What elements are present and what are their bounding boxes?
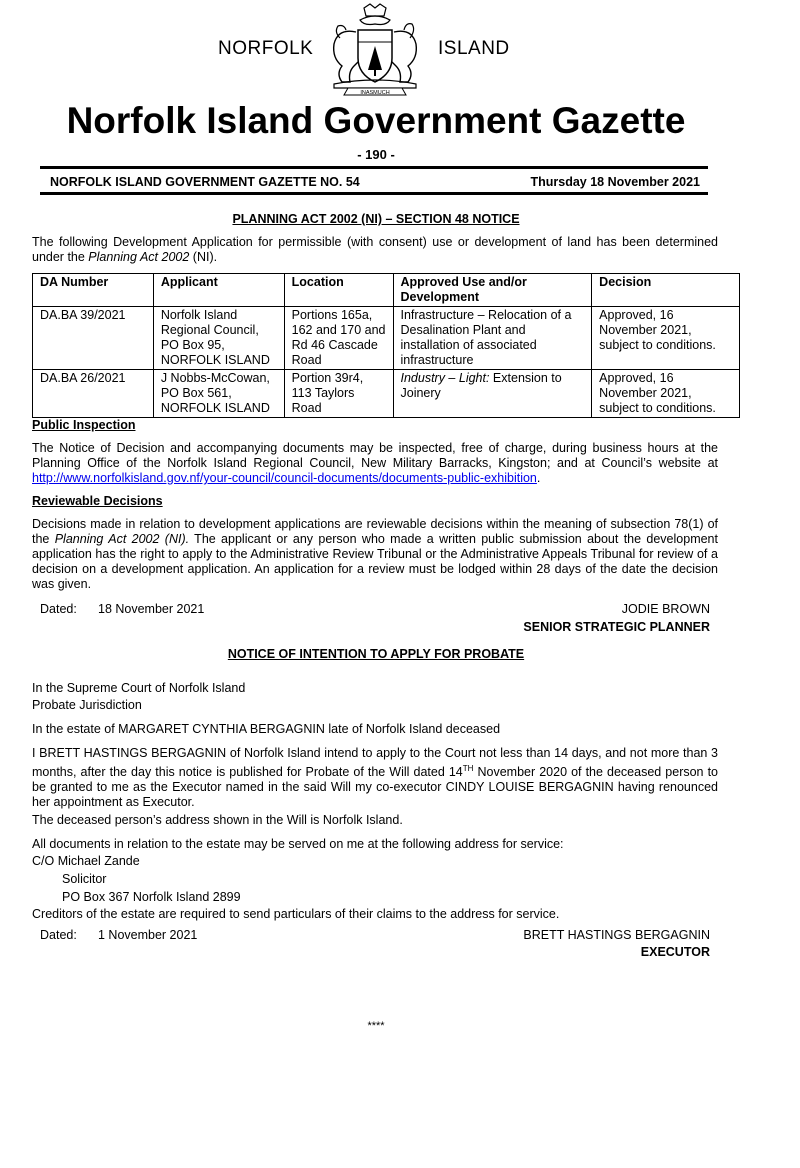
column-header: Decision	[592, 274, 740, 307]
masthead-left-word: NORFOLK	[218, 38, 314, 59]
planning-signatory: JODIE BROWN	[621, 602, 710, 616]
planning-heading: PLANNING ACT 2002 (NI) – SECTION 48 NOTICE	[232, 212, 520, 226]
planning-dated-label: Dated:	[40, 602, 77, 616]
council-website-link[interactable]: http://www.norfolkisland.gov.nf/your-council/council-documents/documents-public-exhibition	[32, 471, 537, 485]
column-header: Location	[284, 274, 393, 307]
development-applications-table	[32, 273, 740, 418]
page-number: - 190 -	[357, 147, 395, 162]
table-row	[33, 307, 740, 370]
decision-cell: Approved, 16 November 2021, subject to conditions.	[592, 307, 740, 370]
probate-signatory-title: EXECUTOR	[640, 945, 710, 959]
location-cell: Portion 39r4, 113 Taylors Road	[284, 370, 393, 418]
use-cell: Infrastructure – Relocation of a Desalination Plant and installation of associated infrastructure	[393, 307, 592, 370]
probate-signatory: BRETT HASTINGS BERGAGNIN	[523, 928, 710, 942]
table-row	[33, 370, 740, 418]
public-inspection-heading: Public Inspection	[32, 418, 136, 432]
coat-of-arms-emblem	[320, 2, 430, 98]
applicant-cell: J Nobbs-McCowan, PO Box 561, NORFOLK ISLAND	[153, 370, 284, 418]
probate-court: In the Supreme Court of Norfolk Island	[32, 681, 246, 695]
probate-solicitor: Solicitor	[62, 872, 107, 886]
table-header-row	[33, 274, 740, 307]
probate-po-box: PO Box 367 Norfolk Island 2899	[62, 890, 241, 904]
public-inspection-text: The Notice of Decision and accompanying documents may be inspected, free of charge, during business hours at the Planning Office of the Norfolk Island Regional Council, New Military Barracks, Kingston; and at Council’s website at http://www.norfolkisland.gov.nf/your-council/council-documents/documents-public-exhibition.	[32, 441, 718, 485]
planning-dated-value: 18 November 2021	[98, 602, 205, 616]
decision-cell: Approved, 16 November 2021, subject to conditions.	[592, 370, 740, 418]
gazette-title: Norfolk Island Government Gazette	[66, 100, 686, 141]
use-cell: Industry – Light: Extension to Joinery	[393, 370, 592, 418]
column-header: Approved Use and/or Development	[393, 274, 592, 307]
planning-intro: The following Development Application for permissible (with consent) use or development of land has been determined under the Planning Act 2002 (NI).	[32, 235, 718, 264]
column-header: Applicant	[153, 274, 284, 307]
planning-signatory-title: SENIOR STRATEGIC PLANNER	[523, 620, 710, 634]
probate-dated-label: Dated:	[40, 928, 77, 942]
probate-dated-value: 1 November 2021	[98, 928, 198, 942]
gazette-date: Thursday 18 November 2021	[530, 175, 700, 189]
probate-creditors: Creditors of the estate are required to send particulars of their claims to the address for service.	[32, 907, 560, 921]
masthead-right-word: ISLAND	[438, 38, 510, 59]
probate-body: I BRETT HASTINGS BERGAGNIN of Norfolk Island intend to apply to the Court not less than 14 days, and not more than 3 months, after the day this notice is published for Probate of the Will dated 14TH November 2020 of the deceased person to be granted to me as the Executor named in the said Will my co-executor CINDY LOUISE BERGAGNIN having renounced her appointment as Executor.	[32, 746, 718, 810]
probate-address-line: The deceased person’s address shown in the Will is Norfolk Island.	[32, 813, 403, 827]
header-rule-bottom	[40, 192, 708, 195]
end-stars: ****	[367, 1020, 385, 1032]
column-header: DA Number	[33, 274, 154, 307]
da-number-cell: DA.BA 39/2021	[33, 307, 154, 370]
applicant-cell: Norfolk Island Regional Council, PO Box 95, NORFOLK ISLAND	[153, 307, 284, 370]
probate-estate: In the estate of MARGARET CYNTHIA BERGAGNIN late of Norfolk Island deceased	[32, 722, 501, 736]
reviewable-decisions-text: Decisions made in relation to development applications are reviewable decisions within the meaning of subsection 78(1) of the Planning Act 2002 (NI). The applicant or any person who made a written public submission about the development application has the right to apply to the Administrative Review Tribunal or the Administrative Appeals Tribunal for review of a decision on a development application. An application for a review must be lodged within 28 days of the date the decision was given.	[32, 517, 718, 591]
location-cell: Portions 165a, 162 and 170 and Rd 46 Cascade Road	[284, 307, 393, 370]
probate-heading: NOTICE OF INTENTION TO APPLY FOR PROBATE	[227, 647, 525, 661]
probate-service-line: All documents in relation to the estate may be served on me at the following address for service:	[32, 837, 564, 851]
gazette-number: NORFOLK ISLAND GOVERNMENT GAZETTE NO. 54	[50, 175, 360, 189]
probate-jurisdiction: Probate Jurisdiction	[32, 698, 142, 712]
header-rule-top	[40, 166, 708, 169]
reviewable-decisions-heading: Reviewable Decisions	[32, 494, 163, 508]
crest-motto-text: INASMUCH	[360, 90, 390, 96]
da-number-cell: DA.BA 26/2021	[33, 370, 154, 418]
probate-care-of: C/O Michael Zande	[32, 854, 140, 868]
